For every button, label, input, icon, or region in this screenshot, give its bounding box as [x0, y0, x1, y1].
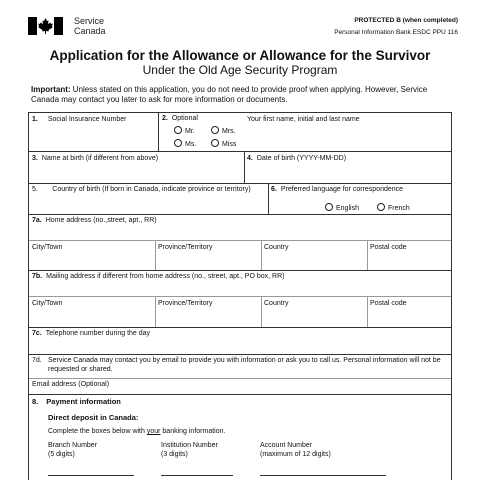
- field-6-language: [271, 186, 403, 195]
- title-option-mr[interactable]: [174, 126, 195, 137]
- field-5-country[interactable]: Country of birth (If born in Canada, indicate province or territory): [52, 186, 251, 193]
- label-line: Institution Number: [161, 442, 218, 449]
- mail-country-field[interactable]: Country: [264, 300, 289, 307]
- application-form: [28, 112, 452, 480]
- field-num: 1.: [32, 116, 38, 123]
- language-option-french[interactable]: [377, 203, 410, 214]
- label-line: (maximum of 12 digits): [260, 450, 331, 458]
- field-num: 8.: [32, 397, 39, 406]
- radio-icon[interactable]: [174, 126, 182, 134]
- option-label: Ms.: [185, 141, 197, 148]
- option-label: Mrs.: [222, 128, 236, 135]
- field-7d-num: 7d.: [32, 357, 42, 364]
- field-label: Name at birth (if different from above): [41, 155, 159, 162]
- field-7d-email-consent: Service Canada may contact you by email to provide you with information or ask you to call us. Personal information will not be requested or shared.: [48, 357, 441, 373]
- email-field[interactable]: Email address (Optional): [32, 381, 110, 388]
- mail-postal-field[interactable]: Postal code: [370, 300, 407, 307]
- label-line: (5 digits): [48, 450, 75, 458]
- notice-text: Unless stated on this application, you do not need to provide proof when applying. However, Service Canada may contact you later to ask for more information or documents.: [31, 85, 428, 104]
- instr-post: banking information.: [160, 428, 226, 435]
- info-bank-label: Personal Information Bank ESDC PPU 116: [334, 29, 458, 36]
- radio-icon[interactable]: [174, 139, 182, 147]
- account-number-input[interactable]: [260, 475, 386, 476]
- field-num: 3.: [32, 155, 38, 162]
- radio-icon[interactable]: [377, 203, 385, 211]
- page-subtitle: Under the Old Age Security Program: [142, 63, 338, 77]
- account-number-label: [260, 442, 331, 459]
- option-label: French: [388, 205, 410, 212]
- field-name[interactable]: Your first name, initial and last name: [247, 116, 360, 123]
- field-num: 2.: [162, 115, 168, 122]
- title-option-ms[interactable]: [174, 139, 196, 150]
- protected-label: PROTECTED B (when completed): [354, 17, 458, 24]
- label-line: Branch Number: [48, 442, 98, 449]
- field-8-payment: [32, 398, 121, 407]
- field-label: Social Insurance Number: [47, 116, 127, 123]
- branch-number-label: [48, 442, 97, 459]
- page-header: [28, 14, 458, 44]
- dept-line-1: Service: [74, 16, 105, 26]
- field-7a-home-address[interactable]: [32, 217, 157, 226]
- title-option-mrs[interactable]: [211, 126, 236, 137]
- field-num: 4.: [247, 155, 253, 162]
- instr-pre: Complete the boxes below with: [48, 428, 147, 435]
- banking-instruction: [48, 428, 225, 437]
- direct-deposit-title: Direct deposit in Canada:: [48, 413, 139, 422]
- field-4-dob[interactable]: [247, 155, 346, 164]
- radio-icon[interactable]: [211, 139, 219, 147]
- field-3-birth-name[interactable]: [32, 155, 158, 164]
- home-postal-field[interactable]: Postal code: [370, 244, 407, 251]
- home-country-field[interactable]: Country: [264, 244, 289, 251]
- field-num: 7c.: [32, 330, 42, 337]
- canada-flag-icon: [28, 17, 63, 35]
- field-7b-mailing-address[interactable]: [32, 273, 285, 282]
- field-num: 7a.: [32, 217, 42, 224]
- notice-label: Important:: [31, 85, 71, 94]
- home-city-field[interactable]: City/Town: [32, 244, 63, 251]
- home-province-field[interactable]: Province/Territory: [158, 244, 213, 251]
- radio-icon[interactable]: [211, 126, 219, 134]
- institution-number-label: [161, 442, 218, 459]
- mail-province-field[interactable]: Province/Territory: [158, 300, 213, 307]
- radio-icon[interactable]: [325, 203, 333, 211]
- field-num: 7b.: [32, 273, 43, 280]
- field-7c-telephone[interactable]: [32, 330, 150, 339]
- field-label: Preferred language for correspondence: [280, 186, 404, 193]
- mail-city-field[interactable]: City/Town: [32, 300, 63, 307]
- field-num: 6.: [271, 186, 277, 193]
- label-line: (3 digits): [161, 450, 188, 458]
- field-label: Telephone number during the day: [45, 330, 151, 337]
- field-label: Mailing address if different from home address (no., street, apt., PO box, RR): [46, 273, 285, 280]
- instr-underline: your: [146, 428, 161, 435]
- field-label: Optional: [171, 115, 198, 122]
- field-label: Date of birth (YYYY-MM-DD): [256, 155, 347, 162]
- language-option-english[interactable]: [325, 203, 359, 214]
- important-notice: [31, 85, 451, 105]
- dept-line-2: Canada: [74, 26, 106, 36]
- option-label: Miss: [222, 141, 237, 148]
- option-label: English: [336, 205, 359, 212]
- field-2-title: [162, 115, 198, 124]
- label-line: Account Number: [260, 442, 313, 449]
- option-label: Mr.: [185, 128, 195, 135]
- institution-number-input[interactable]: [161, 475, 233, 476]
- field-label: Home address (no.,street, apt., RR): [45, 217, 157, 224]
- department-name: [74, 16, 106, 36]
- field-1-sin[interactable]: [32, 116, 126, 125]
- title-option-miss[interactable]: [211, 139, 236, 150]
- page-title: Application for the Allowance or Allowance for the Survivor: [49, 48, 431, 63]
- field-label: Payment information: [46, 397, 121, 406]
- branch-number-input[interactable]: [48, 475, 134, 476]
- field-5-country-num: 5.: [32, 186, 38, 193]
